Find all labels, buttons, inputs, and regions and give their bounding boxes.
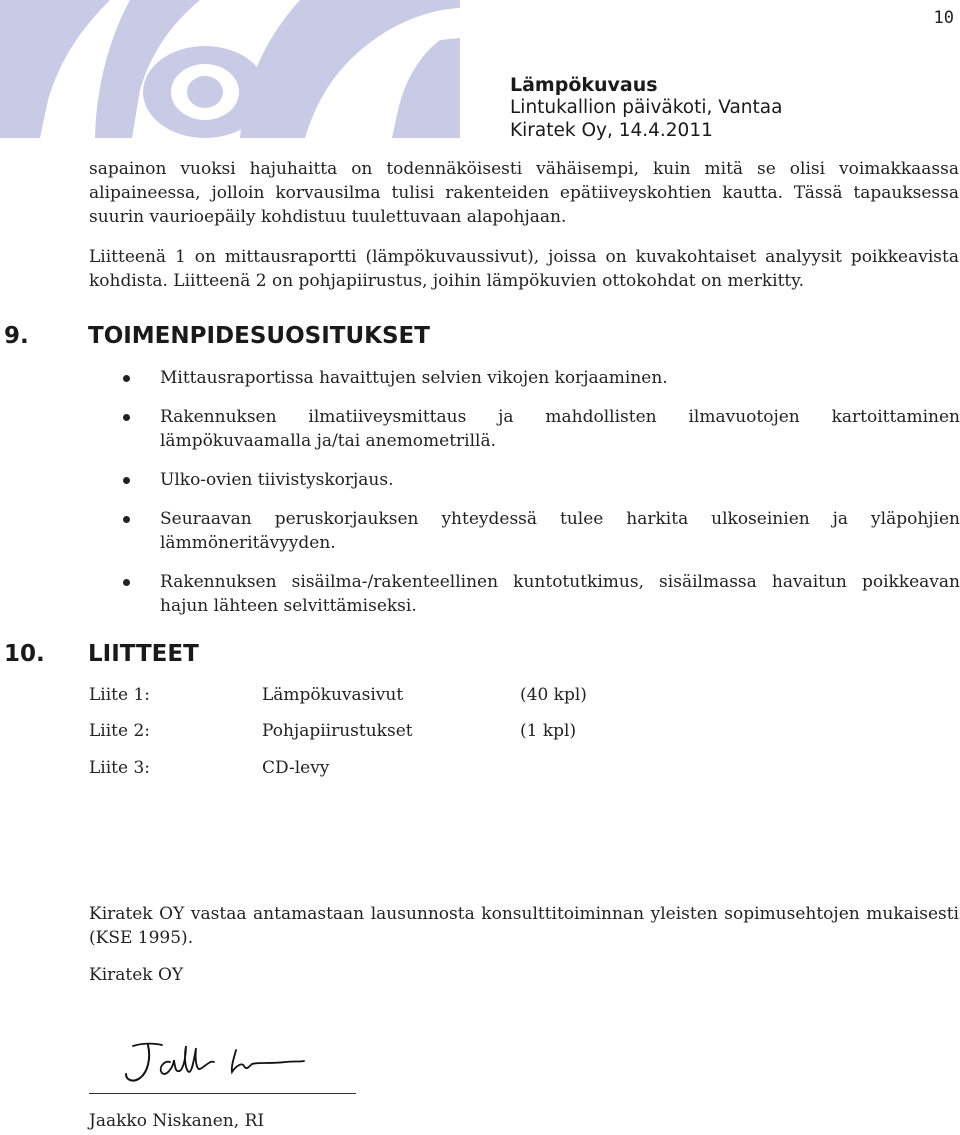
company-logo bbox=[0, 0, 460, 138]
section-10-heading bbox=[4, 641, 199, 667]
list-item bbox=[118, 366, 960, 390]
attachment-row bbox=[89, 756, 520, 780]
header-title: Lämpökuvaus bbox=[510, 74, 658, 96]
bullet-icon bbox=[123, 516, 130, 523]
page-number: 10 bbox=[933, 8, 954, 28]
list-item-text: Rakennuksen ilmatiiveysmittaus ja mahdollisten ilmavuotojen kartoittaminen lämpökuvaamalla ja/tai anemometrillä. bbox=[160, 407, 960, 451]
document-header bbox=[510, 74, 782, 142]
attachment-name: Lämpökuvasivut bbox=[262, 685, 404, 705]
recommendations-list bbox=[118, 366, 960, 633]
signature-image bbox=[118, 1040, 308, 1090]
bullet-icon bbox=[123, 414, 130, 421]
list-item bbox=[118, 405, 960, 453]
attachment-label: Liite 1: bbox=[89, 685, 151, 705]
list-item bbox=[118, 507, 960, 555]
list-item bbox=[118, 570, 960, 618]
attachment-name: Pohjapiirustukset bbox=[262, 721, 413, 741]
signer-name: Jaakko Niskanen, RI bbox=[89, 1111, 265, 1131]
company-name: Kiratek OY bbox=[89, 965, 184, 985]
attachment-row bbox=[89, 683, 587, 707]
signature-line bbox=[89, 1093, 356, 1094]
attachment-count: (40 kpl) bbox=[520, 685, 587, 705]
bullet-icon bbox=[123, 477, 130, 484]
list-item-text: Mittausraportissa havaittujen selvien vikojen korjaaminen. bbox=[160, 368, 668, 388]
bullet-icon bbox=[123, 375, 130, 382]
section-9-title: TOIMENPIDESUOSITUKSET bbox=[88, 323, 430, 349]
attachment-label: Liite 3: bbox=[89, 758, 151, 778]
intro-paragraph-1: sapainon vuoksi hajuhaitta on todennäköisesti vähäisempi, kuin mitä se olisi voimakkaassa alipaineessa, jolloin korvausilma tulisi rakenteiden epätiiveyskohtien kautta. Tässä tapauksessa suurin vaurioepäily kohdistuu tuulettuvaan alapohjaan. bbox=[89, 159, 959, 227]
list-item-text: Rakennuksen sisäilma-/rakenteellinen kuntotutkimus, sisäilmassa havaitun poikkeavan hajun lähteen selvittämiseksi. bbox=[160, 572, 960, 616]
section-9-number: 9. bbox=[4, 323, 29, 349]
section-10-number: 10. bbox=[4, 641, 45, 667]
attachment-count: (1 kpl) bbox=[520, 721, 577, 741]
attachment-row bbox=[89, 719, 576, 743]
attachment-label: Liite 2: bbox=[89, 721, 151, 741]
section-9-heading bbox=[4, 323, 430, 349]
header-company-date: Kiratek Oy, 14.4.2011 bbox=[510, 120, 713, 141]
section-10-title: LIITTEET bbox=[88, 641, 199, 667]
bullet-icon bbox=[123, 579, 130, 586]
list-item bbox=[118, 468, 960, 492]
list-item-text: Seuraavan peruskorjauksen yhteydessä tulee harkita ulkoseinien ja yläpohjien lämmöneritävyyden. bbox=[160, 509, 960, 553]
attachment-name: CD-levy bbox=[262, 758, 330, 778]
list-item-text: Ulko-ovien tiivistyskorjaus. bbox=[160, 470, 394, 490]
header-location: Lintukallion päiväkoti, Vantaa bbox=[510, 97, 783, 118]
disclaimer-paragraph: Kiratek OY vastaa antamastaan lausunnosta konsulttitoiminnan yleisten sopimusehtojen mukaisesti (KSE 1995). bbox=[89, 904, 959, 948]
intro-paragraph-2: Liitteenä 1 on mittausraportti (lämpökuvaussivut), joissa on kuvakohtaiset analyysit poikkeavista kohdista. Liitteenä 2 on pohjapiirustus, joihin lämpökuvien ottokohdat on merkitty. bbox=[89, 247, 959, 291]
